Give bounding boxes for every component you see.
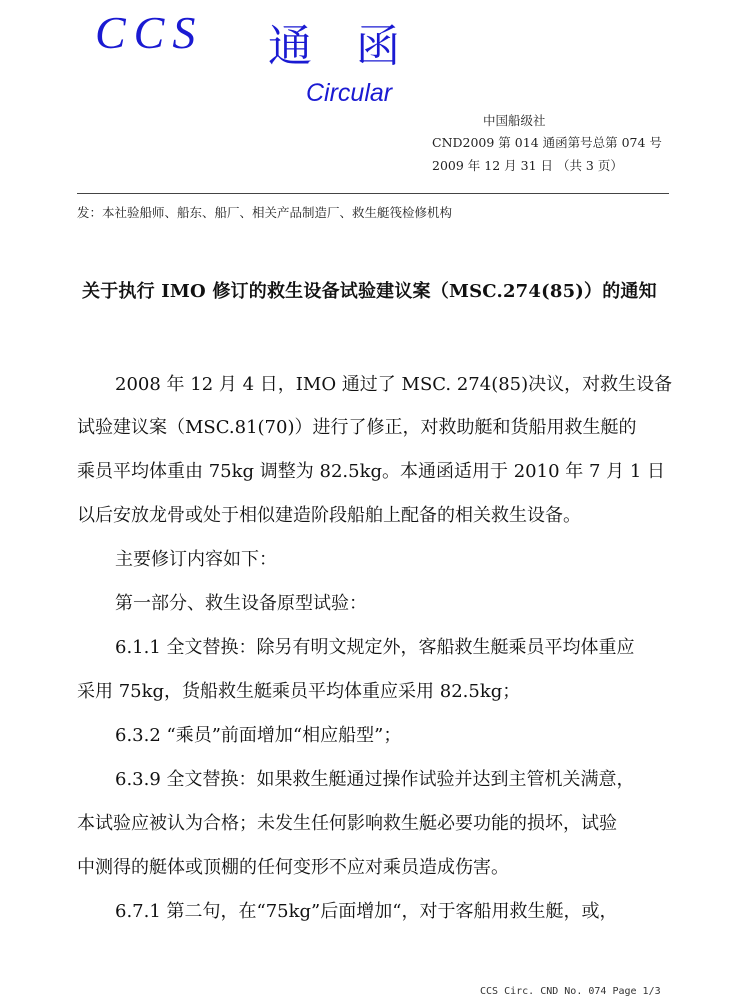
body-line-11: 本试验应被认为合格；未发生任何影响救生艇必要功能的损坏，试验 [77,813,617,834]
body-line-4: 以后安放龙骨或处于相似建造阶段船舶上配备的相关救生设备。 [77,505,581,526]
body-line-10: 6.3.9 全文替换：如果救生艇通过操作试验并达到主管机关满意， [115,769,635,790]
title-chinese: 通函 [268,21,444,72]
body-line-13: 6.7.1 第二句，在“75kg”后面增加“，对于客船用救生艇，或， [115,901,618,922]
title-english: Circular [306,79,393,107]
circular-number: CND2009 第 014 通函第号总第 074 号 [432,135,662,150]
header-divider [77,193,669,194]
body-line-1: 2008 年 12 月 4 日，IMO 通过了 MSC. 274(85)决议，对救生设备 [115,374,673,395]
body-line-8: 采用 75kg，货船救生艇乘员平均体重应采用 82.5kg； [77,681,521,702]
body-line-7: 6.1.1 全文替换：除另有明文规定外，客船救生艇乘员平均体重应 [115,637,635,658]
recipients-line: 发：本社验船师、船东、船厂、相关产品制造厂、救生艇筏检修机构 [77,205,453,220]
page-footer: CCS Circ. CND No. 074 Page 1/3 [480,986,661,997]
body-line-12: 中测得的艇体或顶棚的任何变形不应对乘员造成伤害。 [77,857,509,878]
body-line-2: 试验建议案（MSC.81(70)）进行了修正，对救助艇和货船用救生艇的 [77,417,637,438]
body-line-3: 乘员平均体重由 75kg 调整为 82.5kg。本通函适用于 2010 年 7 月 1 日 [77,461,666,482]
issue-date: 2009 年 12 月 31 日 （共 3 页） [432,158,623,173]
body-line-5: 主要修订内容如下： [115,549,277,570]
body-line-9: 6.3.2 “乘员”前面增加“相应船型”； [115,725,402,746]
brand-ccs: CCS [95,7,204,58]
document-heading: 关于执行 IMO 修订的救生设备试验建议案（MSC.274(85)）的通知 [82,281,657,302]
body-line-6: 第一部分、救生设备原型试验： [115,593,367,614]
issuing-organization: 中国船级社 [483,113,546,128]
